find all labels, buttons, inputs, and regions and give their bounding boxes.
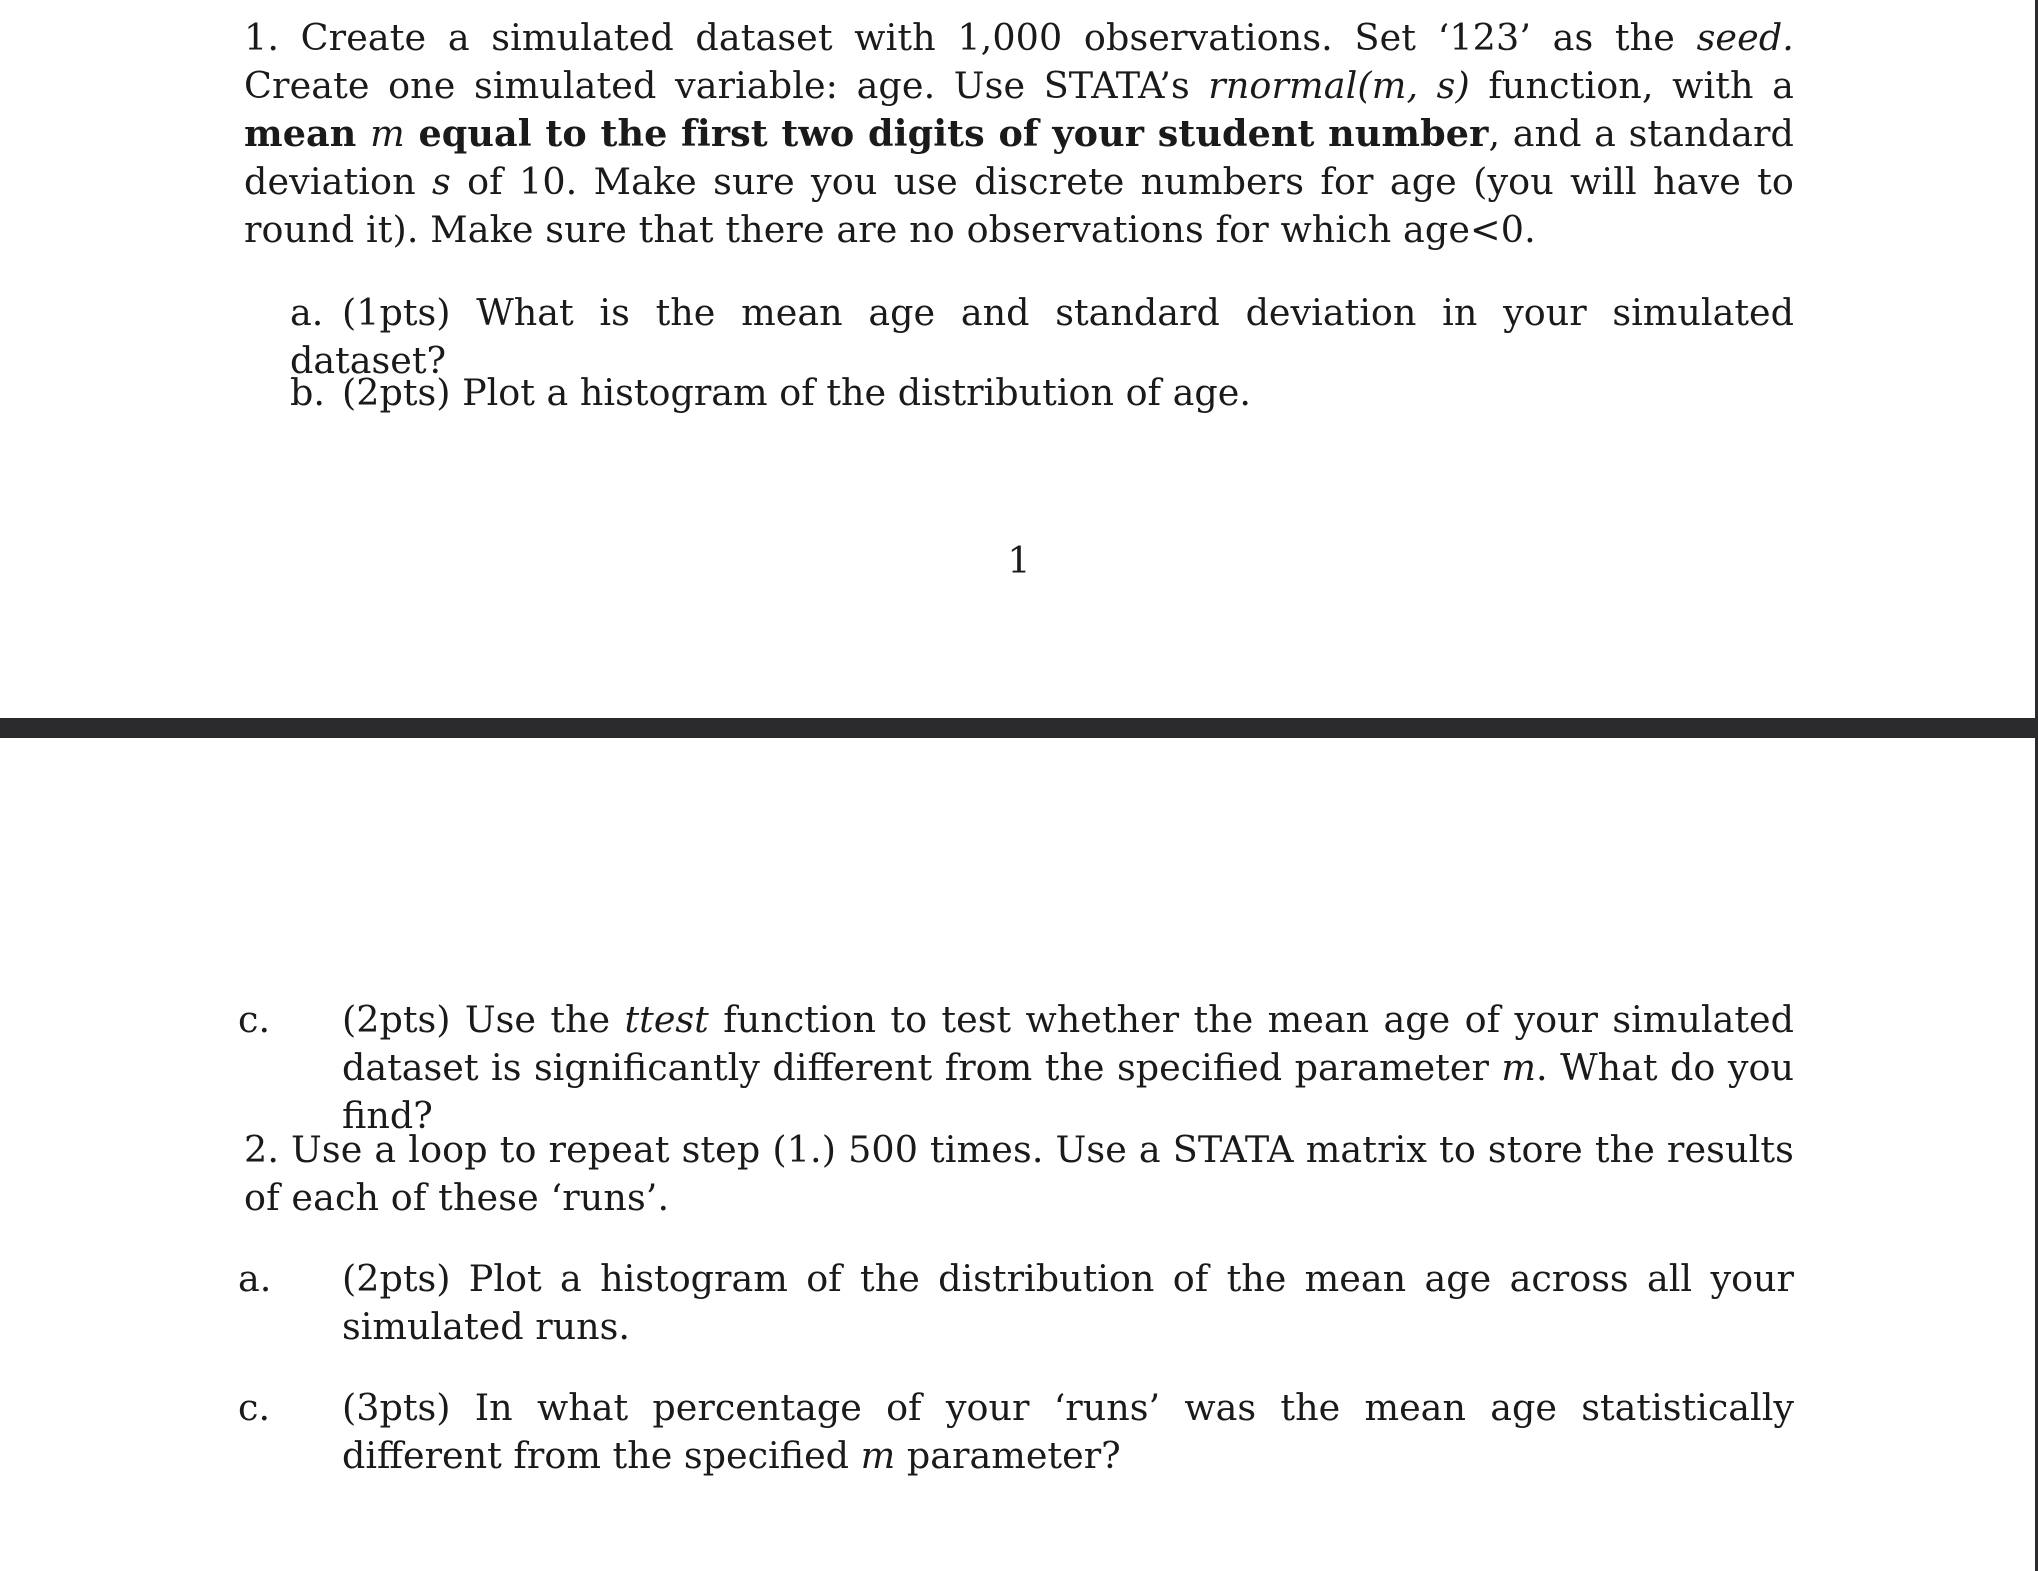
question-2c: [238, 1384, 1794, 1480]
item-marker: a.: [238, 1257, 272, 1300]
question-1-text: of 10. Make sure you use discrete numbers for age (you will have to round it). Make sure that there are no observations for which age<0.: [244, 160, 1794, 251]
question-1-text: 1. Create a simulated dataset with 1,000 observations. Set ‘123’ as the: [244, 16, 1697, 59]
question-1c-text: function to test whether the mean age of your simulated dataset is significantly different from the specified parameter: [342, 998, 1794, 1089]
question-2a: [238, 1255, 1794, 1351]
question-1-text: , and a standard deviation: [244, 112, 1794, 203]
page-1: [0, 0, 2038, 718]
question-1-bold: equal to the first two digits of your student number: [404, 112, 1489, 155]
page-divider: [0, 718, 2038, 738]
question-1b: [290, 369, 1794, 417]
item-marker: a.: [290, 291, 324, 334]
question-1a-text: (1pts) What is the mean age and standard deviation in your simulated dataset?: [290, 291, 1794, 382]
question-1-bold: mean: [244, 112, 371, 155]
question-1-seed: seed.: [1696, 16, 1794, 59]
item-marker: c.: [238, 1386, 271, 1429]
question-2c-text: (3pts) In what percentage of your ‘runs’ was the mean age statistically different from the specified: [342, 1386, 1794, 1477]
item-marker: b.: [290, 371, 325, 414]
question-1c-text: . What do you find?: [342, 1046, 1794, 1137]
question-2c-text: parameter?: [895, 1434, 1121, 1477]
question-1c: [238, 996, 1794, 1140]
question-1c-ttest: ttest: [624, 998, 709, 1041]
question-1c-param-m: m: [1501, 1046, 1537, 1089]
page-2: [0, 738, 2038, 1571]
question-1c-text: (2pts) Use the: [342, 998, 625, 1041]
question-1-function: rnormal(m, s): [1208, 64, 1470, 107]
question-2c-param-m: m: [860, 1434, 896, 1477]
question-2a-text: (2pts) Plot a histogram of the distribution of the mean age across all your simulated runs.: [342, 1257, 1794, 1348]
question-1-text: function, with a: [1469, 64, 1794, 107]
question-1-param-s: s: [432, 160, 451, 203]
question-1b-text: (2pts) Plot a histogram of the distribution of age.: [342, 371, 1251, 414]
page-number: 1: [1007, 539, 1031, 582]
question-1: [244, 14, 1794, 254]
item-marker: c.: [238, 998, 271, 1041]
question-1-text: Create one simulated variable: age. Use STATA’s: [244, 64, 1209, 107]
question-2: 2. Use a loop to repeat step (1.) 500 times. Use a STATA matrix to store the results of each of these ‘runs’.: [244, 1128, 1794, 1219]
question-1-param-m: m: [370, 112, 405, 155]
